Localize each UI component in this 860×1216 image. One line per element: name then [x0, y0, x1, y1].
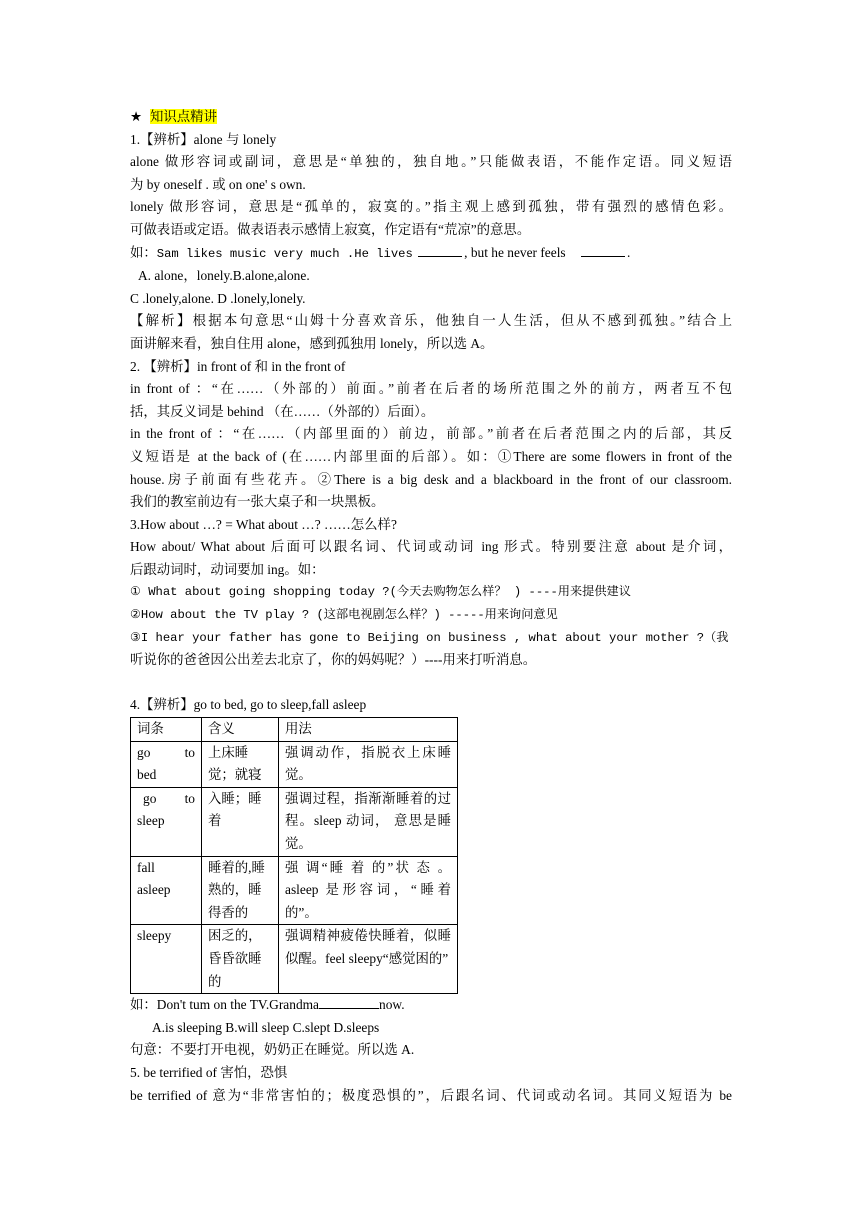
usage-cell: 强 调“睡 着 的”状 态 。asleep 是形容词，“睡着的”。	[279, 856, 458, 925]
term-line: bed	[137, 767, 157, 783]
term-line: sleep	[137, 813, 165, 829]
table-header-cell: 含义	[202, 718, 279, 742]
term-line: asleep	[137, 882, 171, 898]
s3-example: ① What about going shopping today ?(今天去购物怎么样？ ) ----用来提供建议	[130, 585, 631, 600]
s2-line: 义短语是 at the back of (在……内部里面的后部）。如：①There are some flowers in front of the	[130, 448, 732, 464]
star-icon: ★	[130, 109, 143, 124]
example-label: 如：	[130, 244, 157, 260]
usage-cell: 强调精神疲倦快睡着，似睡似醒。feel sleepy“感觉困的”	[279, 925, 458, 994]
answer-blank	[418, 242, 462, 257]
table-header-cell: 词条	[131, 718, 202, 742]
s1-analysis: 面讲解来看，独自住用 alone，感到孤独用 lonely，所以选 A。	[130, 335, 494, 351]
term-cell	[131, 741, 202, 787]
example-end: now.	[379, 997, 405, 1013]
s1-line: 为 by oneself . 或 on one' s own.	[130, 176, 306, 192]
s1-heading: 1.【辨析】alone 与 lonely	[130, 131, 277, 147]
s2-line: in the front of ：“在……（内部里面的）前边，前部。”前者在后者范围之内的后部，其反	[130, 426, 732, 442]
table-row	[131, 856, 458, 925]
s3-example: ③I hear your father has gone to Beijing on business , what about your mother ?（我	[130, 630, 729, 645]
meaning-cell: 困乏的，昏昏欲睡的	[202, 925, 279, 994]
s2-heading: 2. 【辨析】in front of 和 in the front of	[130, 358, 346, 374]
example-mid: , but he never feels	[464, 244, 566, 260]
s2-line: in front of ：“在……（外部的）前面。”前者在后者的场所范围之外的前方，两者互不包	[130, 381, 732, 397]
s1-options: A. alone，lonely.B.alone,alone.	[138, 268, 310, 284]
s2-line: 我们的教室前边有一张大桌子和一块黑板。	[130, 494, 385, 510]
term-cell	[131, 925, 202, 994]
meaning-cell: 睡着的,睡熟的，睡得香的	[202, 856, 279, 925]
answer-blank	[319, 994, 379, 1009]
example-sentence: 如：Don't tum on the TV.Grandma	[130, 997, 319, 1013]
s1-example	[130, 242, 732, 266]
term-line: sleepy	[137, 928, 172, 944]
term-line: go to	[137, 744, 195, 760]
usage-cell: 强调动作，指脱衣上床睡觉。	[279, 741, 458, 787]
spacer	[130, 672, 732, 695]
table-header-row	[131, 718, 458, 742]
s1-line: 可做表语或定语。做表语表示感情上寂寞，作定语有“荒凉”的意思。	[130, 221, 531, 237]
term-cell	[131, 856, 202, 925]
example-end: .	[627, 244, 631, 260]
usage-cell: 强调过程，指渐渐睡着的过程。sleep 动词， 意思是睡觉。	[279, 787, 458, 856]
s3-line: 后跟动词时，动词要加 ing。如：	[130, 561, 325, 577]
s1-line: alone 做形容词或副词，意思是“单独的，独自地。”只能做表语，不能作定语。同义短语	[130, 154, 732, 170]
comparison-table	[130, 717, 458, 994]
s3-example: ②How about the TV play ? (这部电视剧怎么样？) -----用来询问意见	[130, 608, 558, 623]
s4-translation: 句意：不要打开电视，奶奶正在睡觉。所以选 A.	[130, 1042, 415, 1058]
s1-analysis: 【解析】根据本句意思“山姆十分喜欢音乐，他独自一人生活，但从不感到孤独。”结合上	[130, 313, 732, 329]
s3-heading: 3.How about …? = What about …? ……怎么样?	[130, 516, 397, 532]
term-cell	[131, 787, 202, 856]
table-header-cell: 用法	[279, 718, 458, 742]
s4-options: A.is sleeping B.will sleep C.slept D.sleeps	[152, 1019, 380, 1035]
s3-example: 听说你的爸爸因公出差去北京了，你的妈妈呢？）----用来打听消息。	[130, 652, 537, 668]
s2-line: 括，其反义词是 behind （在……（外部的）后面）。	[130, 403, 435, 419]
s1-line: lonely 做形容词，意思是“孤单的，寂寞的。”指主观上感到孤独，带有强烈的感情色彩。	[130, 199, 732, 215]
section-title: 知识点精讲	[150, 109, 217, 124]
answer-blank	[581, 242, 625, 257]
meaning-cell: 入睡；睡着	[202, 787, 279, 856]
s5-heading: 5. be terrified of 害怕，恐惧	[130, 1064, 288, 1080]
s1-options: C .lonely,alone. D .lonely,lonely.	[130, 290, 306, 306]
document-body	[130, 106, 732, 1107]
s5-line: be terrified of 意为“非常害怕的；极度恐惧的”，后跟名词、代词或动名词。其同义短语为 be	[130, 1087, 732, 1103]
s3-line: How about/ What about 后面可以跟名词、代词或动词 ing 形式。特别要注意 about 是介词，	[130, 539, 732, 555]
term-line: fall	[137, 859, 155, 875]
s4-heading: 4.【辨析】go to bed, go to sleep,fall asleep	[130, 697, 367, 713]
table-row	[131, 787, 458, 856]
table-row	[131, 741, 458, 787]
meaning-cell: 上床睡觉；就寝	[202, 741, 279, 787]
s2-line: house.房子前面有些花卉。②There is a big desk and a blackboard in the front of our classroom.	[130, 471, 732, 487]
section-header	[130, 106, 732, 129]
term-line: go to	[143, 790, 195, 806]
s4-example	[130, 994, 732, 1017]
example-sentence: Sam likes music very much .He lives	[156, 246, 413, 261]
table-row	[131, 925, 458, 994]
